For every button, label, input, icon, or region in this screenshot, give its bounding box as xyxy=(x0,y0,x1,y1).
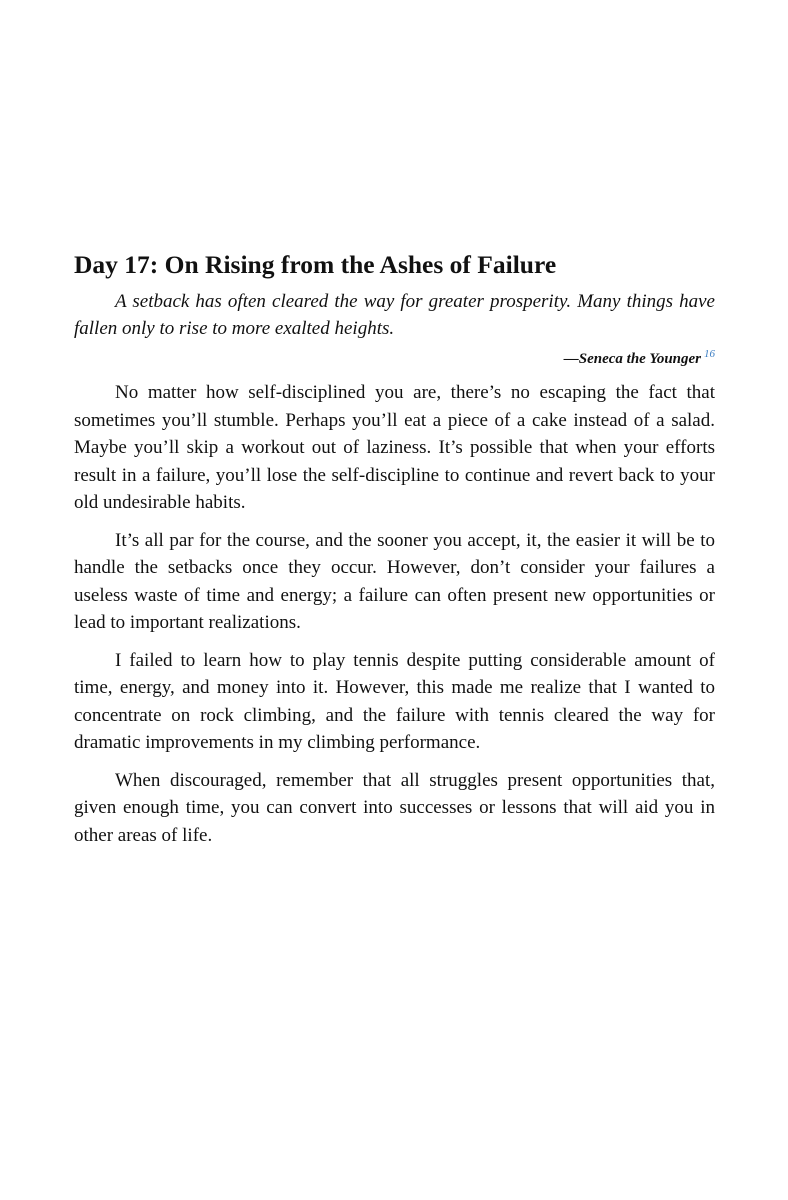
chapter-heading: Day 17: On Rising from the Ashes of Failure xyxy=(74,250,557,279)
book-page xyxy=(74,248,715,859)
body-text xyxy=(74,379,715,849)
epigraph-attribution xyxy=(74,349,715,369)
footnote-link[interactable]: 16 xyxy=(704,348,715,360)
paragraph: When discouraged, remember that all struggles present opportunities that, given enough time, you can convert into successes or lessons that will aid you in other areas of life. xyxy=(74,769,715,846)
attribution-text: —Seneca the Younger xyxy=(563,351,701,367)
epigraph-quote: A setback has often cleared the way for greater prosperity. Many things have fallen only to rise to more exalted heights. xyxy=(74,291,715,339)
paragraph: I failed to learn how to play tennis despite putting considerable amount of time, energy, and money into it. However, this made me realize that I wanted to concentrate on rock climbing, and the failure with tennis cleared the way for dramatic improvements in my climbing performance. xyxy=(74,649,715,753)
paragraph: It’s all par for the course, and the sooner you accept, it, the easier it will be to handle the setbacks once they occur. However, don’t consider your failures a useless waste of time and energy; a failure can often present new opportunities or lead to important realizations. xyxy=(74,529,715,633)
paragraph: No matter how self-disciplined you are, there’s no escaping the fact that sometimes you’ll stumble. Perhaps you’ll eat a piece of a cake instead of a salad. Maybe you’ll skip a workout out of laziness. It’s possible that when your efforts result in a failure, you’ll lose the self-discipline to continue and revert back to your old undesirable habits. xyxy=(74,382,715,513)
